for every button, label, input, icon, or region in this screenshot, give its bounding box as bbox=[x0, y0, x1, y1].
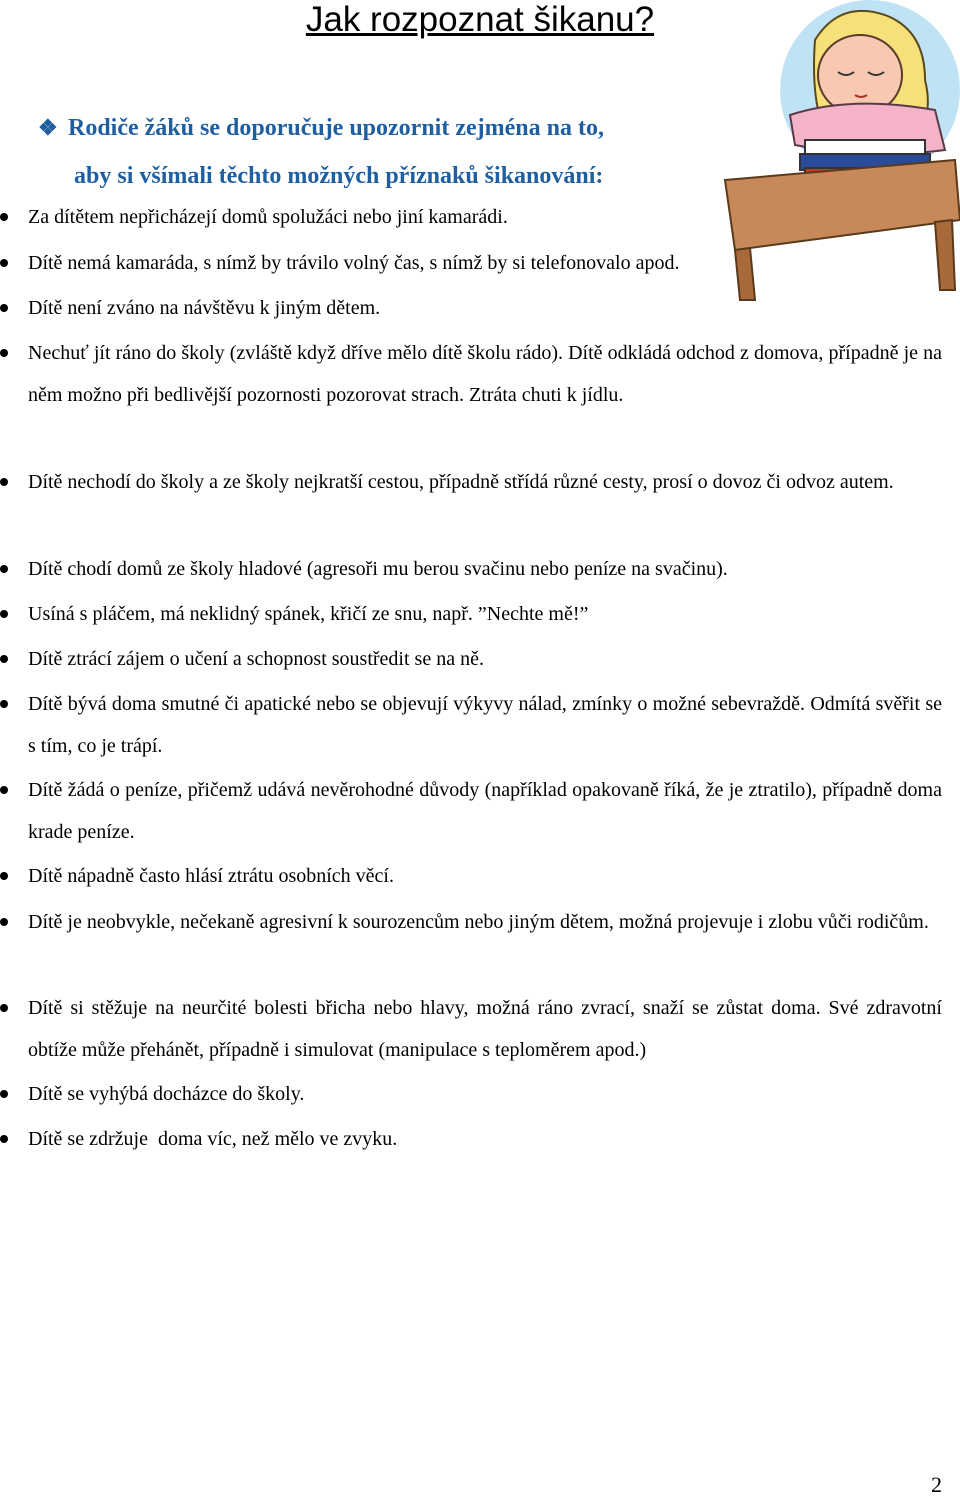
list-item-text: Za dítětem nepřicházejí domů spolužáci nebo jiní kamarádi. bbox=[28, 206, 508, 228]
bullet-dot-icon bbox=[0, 1004, 8, 1012]
bullet-dot-icon bbox=[0, 213, 8, 221]
bullet-dot-icon bbox=[0, 918, 8, 926]
page-number: 2 bbox=[931, 1472, 942, 1497]
bullet-dot-icon bbox=[0, 700, 8, 708]
list-item-text: Dítě chodí domů ze školy hladové (agresoři mu berou svačinu nebo peníze na svačinu). bbox=[28, 558, 728, 580]
bullet-dot-icon bbox=[0, 786, 8, 794]
subheading bbox=[38, 104, 604, 200]
list-item-text: Dítě si stěžuje na neurčité bolesti břicha nebo hlavy, možná ráno zvrací, snaží se zůstat doma. Své zdravotní obtíže může přehánět, případně i simulovat (manipulace s teploměrem apod.) bbox=[28, 997, 942, 1061]
bullet-dot-icon bbox=[0, 259, 8, 267]
bullet-dot-icon bbox=[0, 872, 8, 880]
list-item-text: Nechuť jít ráno do školy (zvláště když dříve mělo dítě školu rádo). Dítě odkládá odchod z domova, případně je na něm možno při bedlivější pozornosti pozorovat strach. Ztráta chuti k jídlu. bbox=[28, 342, 942, 406]
bullet-dot-icon bbox=[0, 1090, 8, 1098]
subheading-line-2: aby si všímali těchto možných příznaků šikanování: bbox=[74, 163, 604, 189]
diamond-bullet-icon: ❖ bbox=[38, 115, 58, 140]
bullet-dot-icon bbox=[0, 565, 8, 573]
bullet-dot-icon bbox=[0, 610, 8, 618]
bullet-dot-icon bbox=[0, 304, 8, 312]
subheading-line-1 bbox=[38, 104, 604, 152]
bullet-dot-icon bbox=[0, 349, 8, 357]
list-item-text: Dítě bývá doma smutné či apatické nebo se objevují výkyvy nálad, zmínky o možné sebevraždě. Odmítá svěřit se s tím, co je trápí. bbox=[28, 693, 942, 757]
list-item-text: Usíná s pláčem, má neklidný spánek, křičí ze snu, např. ”Nechte mě!” bbox=[28, 603, 589, 625]
list-item-text: Dítě nemá kamaráda, s nímž by trávilo volný čas, s nímž by si telefonovalo apod. bbox=[28, 252, 680, 274]
list-item-text: Dítě není zváno na návštěvu k jiným dětem. bbox=[28, 297, 381, 319]
bullet-dot-icon bbox=[0, 655, 8, 663]
list-item-text: Dítě se zdržuje doma víc, než mělo ve zvyku. bbox=[28, 1128, 398, 1150]
list-item-text: Dítě je neobvykle, nečekaně agresivní k sourozencům nebo jiným dětem, možná projevuje i zlobu vůči rodičům. bbox=[28, 911, 929, 933]
bullet-dot-icon bbox=[0, 478, 8, 486]
list-item-text: Dítě nápadně často hlásí ztrátu osobních věcí. bbox=[28, 865, 394, 887]
bullet-dot-icon bbox=[0, 1135, 8, 1143]
list-item-text: Dítě se vyhýbá docházce do školy. bbox=[28, 1083, 305, 1105]
list-item-text: Dítě žádá o peníze, přičemž udává nevěrohodné důvody (například opakovaně říká, že je ztratilo), případně doma krade peníze. bbox=[28, 779, 942, 843]
page-title: Jak rozpoznat šikanu? bbox=[305, 0, 655, 39]
list-item-text: Dítě ztrácí zájem o učení a schopnost soustředit se na ně. bbox=[28, 648, 484, 670]
list-item-text: Dítě nechodí do školy a ze školy nejkratší cestou, případně střídá různé cesty, prosí o dovoz či odvoz autem. bbox=[28, 471, 894, 493]
subheading-text-1: Rodiče žáků se doporučuje upozornit zejména na to, bbox=[68, 115, 604, 141]
